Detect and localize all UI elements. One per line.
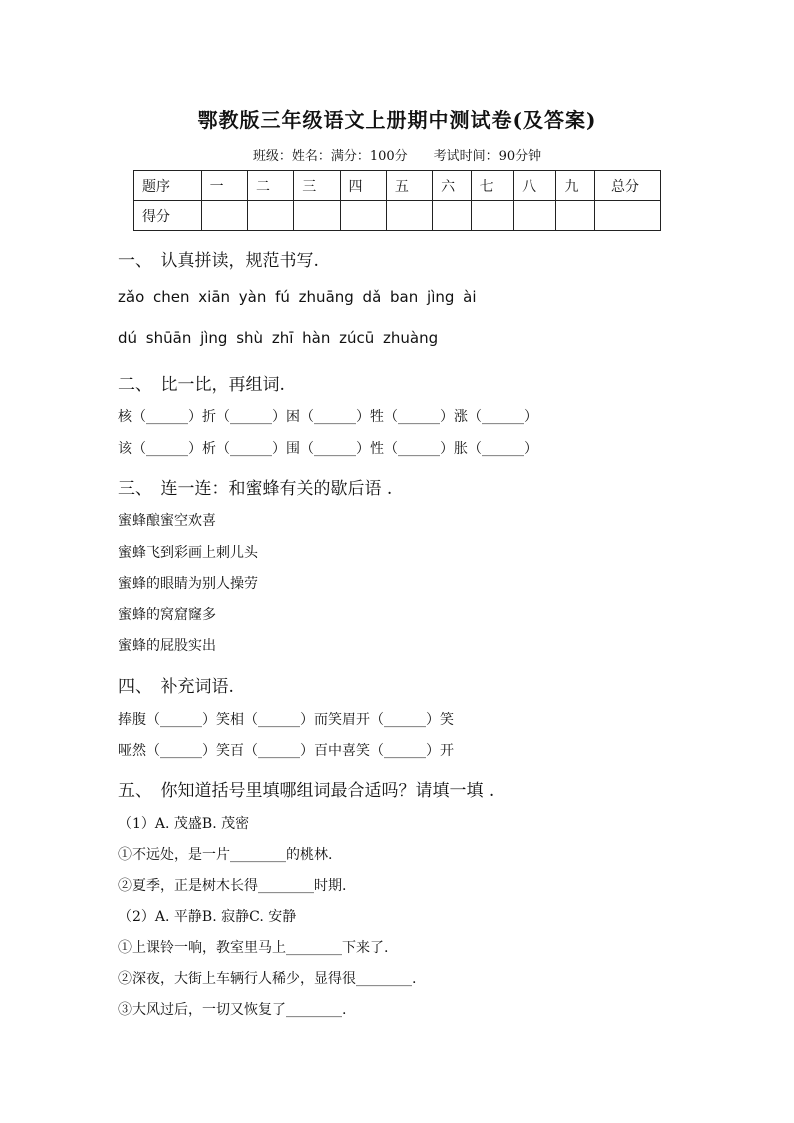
header-cell: 题序 — [134, 171, 202, 201]
header-cell: 五 — [386, 171, 432, 201]
section-5-heading: 五、 你知道括号里填哪组词最合适吗？请填一填 . — [118, 781, 495, 801]
exam-info: 班级：姓名：满分：100分 考试时间：90分钟 — [252, 149, 542, 164]
score-cell[interactable] — [595, 201, 661, 231]
score-table — [133, 170, 661, 231]
score-cell[interactable] — [201, 201, 247, 231]
list-item: 蜜蜂酿蜜空欢喜 — [118, 513, 216, 529]
score-cell[interactable] — [340, 201, 386, 231]
score-cell[interactable] — [294, 201, 340, 231]
list-item: 蜜蜂的屁股实出 — [118, 638, 216, 654]
section-2-heading: 二、 比一比，再组词. — [118, 375, 285, 395]
header-cell: 一 — [201, 171, 247, 201]
section-1-heading: 一、 认真拼读，规范书写. — [118, 251, 319, 271]
header-cell: 二 — [247, 171, 293, 201]
section-3-heading: 三、 连一连：和蜜蜂有关的歇后语 . — [118, 479, 393, 499]
list-item: 蜜蜂的眼睛为别人操劳 — [118, 576, 258, 592]
header-cell: 总分 — [595, 171, 661, 201]
header-cell: 三 — [294, 171, 340, 201]
score-cell[interactable] — [433, 201, 472, 231]
compare-row: 该（______）析（______）围（______）性（______）胀（______） — [118, 441, 538, 457]
header-cell: 八 — [514, 171, 556, 201]
list-item: 蜜蜂的窝窟窿多 — [118, 607, 216, 623]
idiom-row: 捧腹（______）笑相（______）而笑眉开（______）笑 — [118, 712, 454, 728]
score-cell[interactable] — [386, 201, 432, 231]
score-cell[interactable] — [471, 201, 513, 231]
question-line: ②深夜，大街上车辆行人稀少，显得很________. — [118, 971, 417, 987]
idiom-row: 哑然（______）笑百（______）百中喜笑（______）开 — [118, 743, 454, 759]
score-table-header-row — [134, 171, 661, 201]
compare-row: 核（______）折（______）困（______）牲（______）涨（______） — [118, 409, 538, 425]
list-item: 蜜蜂飞到彩画上刺儿头 — [118, 545, 258, 561]
question-line: ①上课铃一响，教室里马上________下来了. — [118, 940, 389, 956]
pinyin-line: dú shūān jìng shù zhī hàn zúcū zhuàng — [118, 329, 439, 347]
score-cell[interactable] — [514, 201, 556, 231]
question-line: ③大风过后，一切又恢复了________. — [118, 1002, 347, 1018]
header-cell: 四 — [340, 171, 386, 201]
score-cell[interactable] — [556, 201, 595, 231]
score-cell[interactable] — [247, 201, 293, 231]
pinyin-line: zǎo chen xiān yàn fú zhuāng dǎ ban jìng ài — [118, 288, 477, 306]
page-title: 鄂教版三年级语文上册期中测试卷(及答案) — [197, 108, 597, 132]
question-line: ①不远处，是一片________的桃林. — [118, 847, 333, 863]
section-4-heading: 四、 补充词语. — [118, 677, 234, 697]
header-cell: 七 — [471, 171, 513, 201]
question-line: （2）A. 平静B. 寂静C. 安静 — [118, 909, 297, 925]
score-table-score-row — [134, 201, 661, 231]
question-line: （1）A. 茂盛B. 茂密 — [118, 816, 250, 832]
header-cell: 九 — [556, 171, 595, 201]
row-label-cell: 得分 — [134, 201, 202, 231]
question-line: ②夏季，正是树木长得________时期. — [118, 878, 347, 894]
header-cell: 六 — [433, 171, 472, 201]
